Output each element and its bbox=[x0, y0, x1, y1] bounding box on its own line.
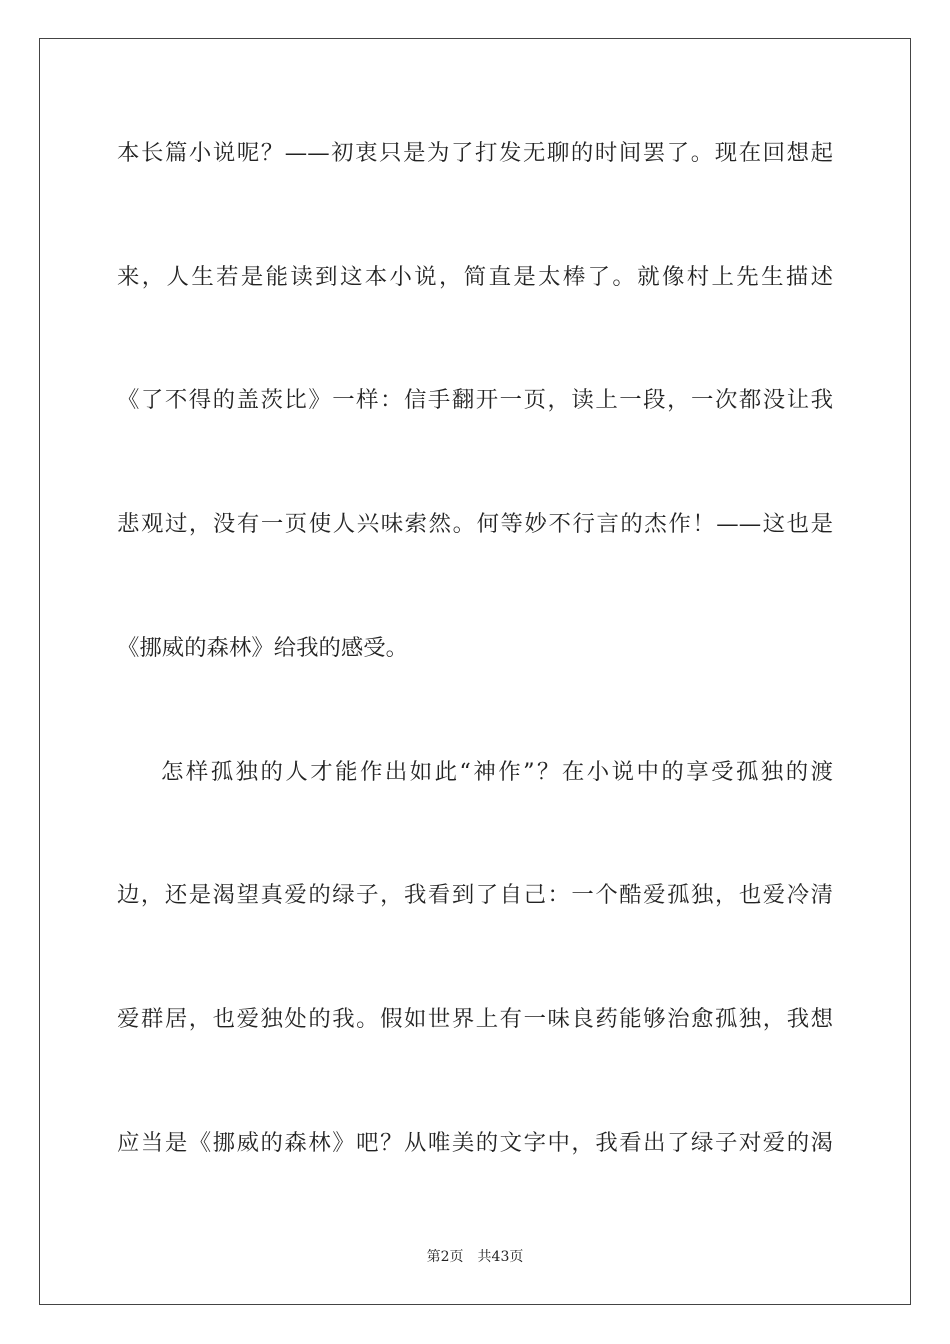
text-line: 来，人生若是能读到这本小说，简直是太棒了。就像村上先生描述 bbox=[117, 264, 833, 290]
page-footer bbox=[0, 1247, 950, 1267]
total-page-count: 共43页 bbox=[477, 1249, 524, 1265]
text-line: 本长篇小说呢？——初衷只是为了打发无聊的时间罢了。现在回想起 bbox=[117, 140, 833, 166]
text-line: 爱群居，也爱独处的我。假如世界上有一味良药能够治愈孤独，我想 bbox=[117, 1006, 833, 1032]
text-line: 应当是《挪威的森林》吧？从唯美的文字中，我看出了绿子对爱的渴 bbox=[117, 1130, 833, 1156]
current-page-number: 第2页 bbox=[426, 1249, 464, 1265]
text-line: 边，还是渴望真爱的绿子，我看到了自己：一个酷爱孤独，也爱冷清 bbox=[117, 882, 833, 908]
page-border bbox=[39, 38, 911, 1305]
text-line: 悲观过，没有一页使人兴味索然。何等妙不行言的杰作！——这也是 bbox=[117, 511, 833, 537]
paragraph-first-line: 怎样孤独的人才能作出如此“神作”？在小说中的享受孤独的渡 bbox=[161, 759, 833, 785]
text-line: 《挪威的森林》给我的感受。 bbox=[117, 635, 409, 661]
text-line: 《了不得的盖茨比》一样：信手翻开一页，读上一段，一次都没让我 bbox=[117, 387, 833, 413]
